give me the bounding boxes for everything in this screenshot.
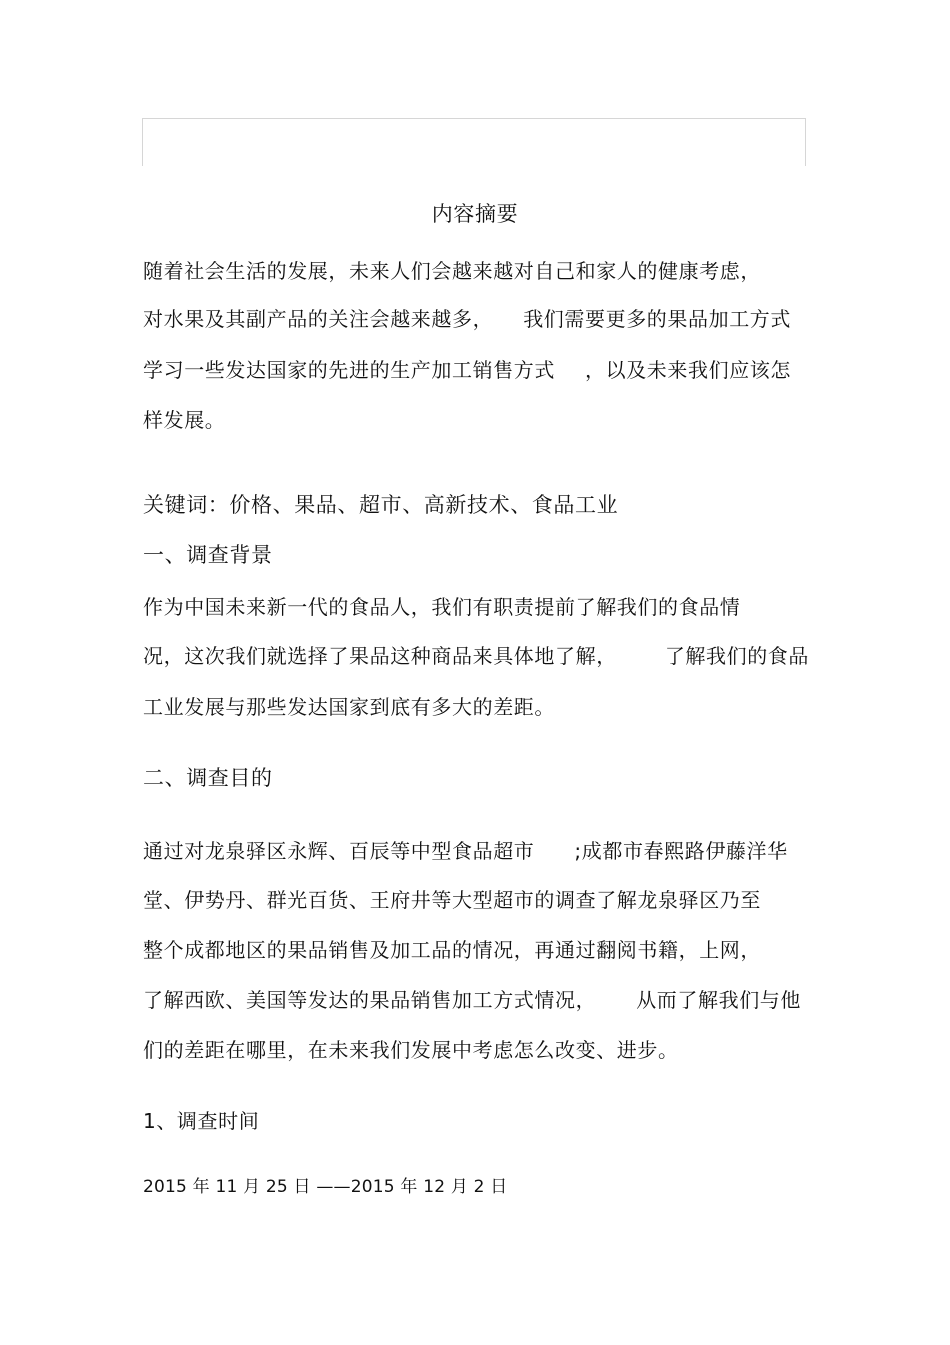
section-1-heading: 一、调查背景 [143, 543, 273, 567]
survey-dates: 2015 年 11 月 25 日 ——2015 年 12 月 2 日 [143, 1177, 508, 1197]
abstract-line-4: 样发展。 [143, 408, 226, 432]
section-2-line-5: 们的差距在哪里，在未来我们发展中考虑怎么改变、进步。 [143, 1038, 679, 1062]
section-1-line-1: 作为中国未来新一代的食品人，我们有职责提前了解我们的食品情 [143, 595, 741, 619]
section-2-line-4a: 了解西欧、美国等发达的果品销售加工方式情况， [143, 988, 597, 1012]
abstract-line-3b: ，以及未来我们应该怎 [585, 358, 791, 382]
section-2-line-4 [143, 987, 801, 1013]
section-2-line-2: 堂、伊势丹、群光百货、王府井等大型超市的调查了解龙泉驿区乃至 [143, 888, 761, 912]
section-2-line-3: 整个成都地区的果品销售及加工品的情况，再通过翻阅书籍，上网， [143, 938, 761, 962]
section-2-line-1 [143, 838, 788, 864]
keywords: 关键词：价格、果品、超市、高新技术、食品工业 [143, 493, 619, 517]
section-1-line-2b: 了解我们的食品 [664, 644, 810, 668]
abstract-line-3 [143, 357, 791, 383]
section-2-line-1a: 通过对龙泉驿区永辉、百辰等中型食品超市 [143, 839, 535, 863]
section-1-line-2a: 况，这次我们就选择了果品这种商品来具体地了解， [143, 644, 617, 668]
section-2-heading: 二、调查目的 [143, 766, 273, 790]
abstract-line-3a: 学习一些发达国家的先进的生产加工销售方式 [143, 358, 555, 382]
abstract-line-1: 随着社会生活的发展，未来人们会越来越对自己和家人的健康考虑， [143, 259, 761, 283]
section-2-line-4b: 从而了解我们与他 [636, 988, 802, 1012]
abstract-title: 内容摘要 [431, 202, 519, 226]
header-box [142, 118, 806, 166]
abstract-line-2b: 我们需要更多的果品加工方式 [523, 307, 792, 331]
section-1-line-3: 工业发展与那些发达国家到底有多大的差距。 [143, 695, 555, 719]
abstract-line-2 [143, 306, 791, 332]
abstract-line-2a: 对水果及其副产品的关注会越来越多， [143, 307, 494, 331]
section-2-line-1b: ;成都市春熙路伊藤洋华 [574, 839, 788, 863]
section-1-line-2 [143, 643, 809, 669]
subsection-1-heading: 1、调查时间 [143, 1109, 260, 1133]
